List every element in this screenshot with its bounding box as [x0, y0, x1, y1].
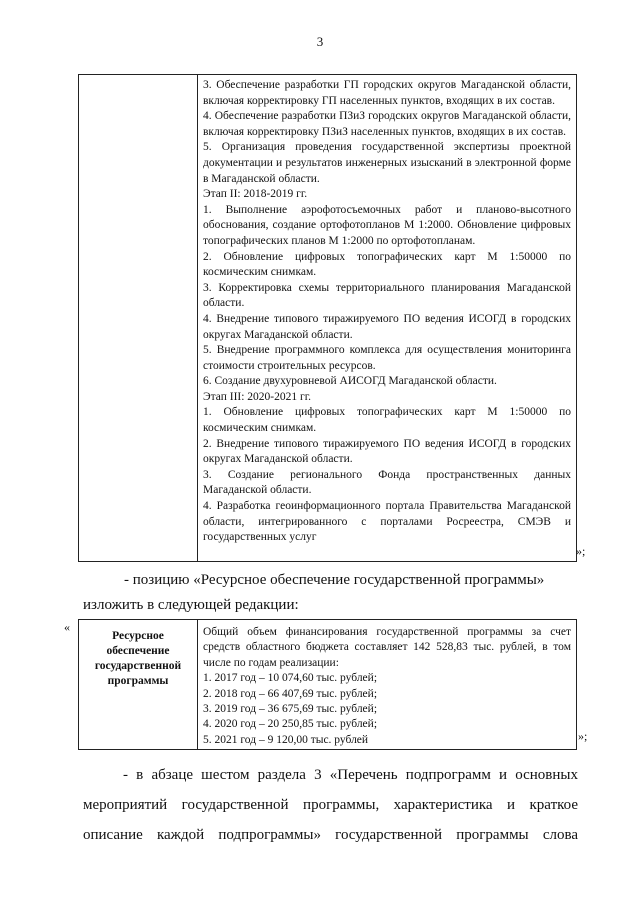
funding-year-item: 5. 2021 год – 9 120,00 тыс. рублей	[203, 733, 369, 746]
stage-item: 3. Создание регионального Фонда пространственных данных Магаданской области.	[203, 468, 571, 497]
stage-item: 5. Внедрение программного комплекса для осуществления мониторинга стоимости строительных ресурсов.	[203, 344, 571, 372]
table-cell-stages	[203, 78, 571, 546]
stage-item: 3. Обеспечение разработки ГП городских округов Магаданской области, включая корректировку ГП населенных пунктов, входящих в их состав.	[203, 79, 571, 107]
stage-item: 6. Создание двухуровневой АИСОГД Магаданской области.	[203, 375, 497, 388]
continuation-table	[78, 74, 577, 562]
stage-item: 1. Выполнение аэрофотосъемочных работ и планово-высотного обоснования, создание ортофотопланов М 1:2000. Обновление цифровых топографических планов М 1:2000 по ортофотопланам.	[203, 203, 571, 247]
stage-heading: Этап III: 2020-2021 гг.	[203, 390, 312, 403]
stage-item: 4. Разработка геоинформационного портала Правительства Магаданской области, интегрированного с порталами Росреестра, СМЭВ и государственных услуг	[203, 500, 571, 544]
resource-cell	[203, 625, 571, 748]
resource-label: Ресурсное обеспечение государственной программы	[94, 630, 182, 687]
body-line: описание каждой подпрограммы» государственной программы слова	[83, 827, 578, 843]
funding-summary: Общий объем финансирования государственной программы за счет средств областного бюджета составляет 142 528,83 тыс. рублей, в том числе по годам реализации:	[203, 626, 571, 669]
body-line: мероприятий государственной программы, характеристика и краткое	[83, 797, 578, 813]
funding-year-item: 2. 2018 год – 66 407,69 тыс. рублей;	[203, 687, 378, 700]
table-column-divider	[197, 620, 198, 749]
stage-item: 5. Организация проведения государственной экспертизы проектной документации и результатов инженерных изысканий в электронной форме в Магаданской области.	[203, 141, 571, 185]
closing-quote: »;	[576, 544, 586, 558]
stage-heading: Этап II: 2018-2019 гг.	[203, 188, 308, 201]
funding-year-item: 1. 2017 год – 10 074,60 тыс. рублей;	[203, 672, 378, 685]
funding-year-item: 3. 2019 год – 36 675,69 тыс. рублей;	[203, 703, 378, 716]
body-paragraph	[83, 760, 578, 850]
stage-item: 2. Обновление цифровых топографических карт М 1:50000 по космическим снимкам.	[203, 250, 571, 279]
page-number: 3	[316, 34, 324, 49]
resource-table	[78, 619, 577, 750]
instruction-paragraph: - позицию «Ресурсное обеспечение государственной программы»	[124, 572, 545, 588]
opening-quote: «	[64, 620, 70, 634]
table-column-divider	[197, 75, 198, 561]
stage-item: 3. Корректировка схемы территориального планирования Магаданской области.	[203, 281, 571, 310]
stage-item: 4. Внедрение типового тиражируемого ПО ведения ИСОГД в городских округах Магаданской области.	[203, 312, 571, 341]
closing-quote: »;	[578, 729, 588, 743]
funding-year-item: 4. 2020 год – 20 250,85 тыс. рублей;	[203, 718, 378, 731]
stage-item: 1. Обновление цифровых топографических карт М 1:50000 по космическим снимкам.	[203, 406, 571, 435]
body-line: - в абзаце шестом раздела 3 «Перечень подпрограмм и основных	[123, 767, 578, 783]
instruction-paragraph-continuation: изложить в следующей редакции:	[83, 597, 299, 613]
stage-item: 4. Обеспечение разработки ПЗиЗ городских округов Магаданской области, включая корректировку ПЗиЗ населенных пунктов, входящих в их состав.	[203, 110, 571, 138]
stage-item: 2. Внедрение типового тиражируемого ПО ведения ИСОГД в городских округах Магаданской области.	[203, 437, 571, 466]
